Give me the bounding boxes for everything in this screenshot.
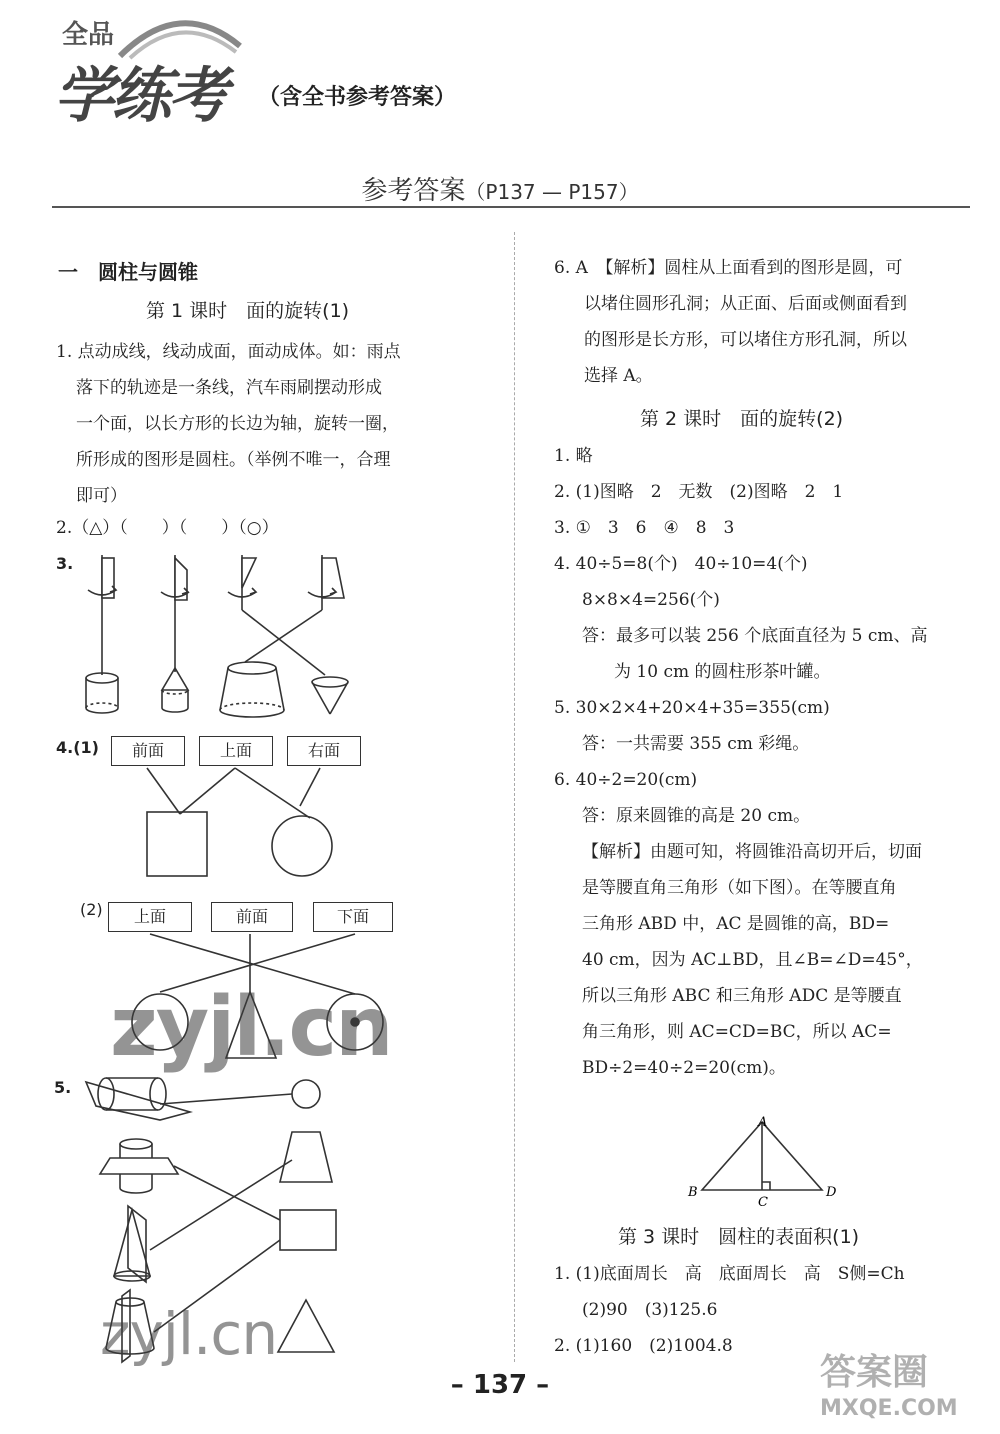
- lesson-1-heading: 第 1 课时 面的旋转(1): [146, 300, 350, 322]
- answer-line: 4. 40÷5=8(个) 40÷10=4(个): [554, 554, 808, 574]
- answer-line: 答：一共需要 355 cm 彩绳。: [582, 734, 810, 754]
- answer-line: 1. 点动成线，线动成面，面动成体。如：雨点: [56, 342, 401, 362]
- answer-line: BD÷2=40÷2=20(cm)。: [582, 1058, 786, 1078]
- answer-4-label: 4.(1): [56, 738, 99, 757]
- title-range: （P137 — P157）: [465, 180, 639, 204]
- label-top-box-2: 上面: [108, 902, 192, 932]
- answer-line: 即可）: [76, 486, 127, 506]
- answer-line: 2. (1)图略 2 无数 (2)图略 2 1: [554, 482, 844, 502]
- answer-1-block: [56, 334, 401, 514]
- label-front-box: 前面: [111, 736, 185, 766]
- answer-line: 答：最多可以装 256 个底面直径为 5 cm、高: [582, 626, 928, 646]
- vertex-label-d: D: [826, 1185, 837, 1200]
- header-divider: [52, 206, 970, 208]
- answer-line: 6. 40÷2=20(cm): [554, 770, 698, 790]
- answer-line: 6. A 【解析】圆柱从上面看到的图形是圆，可: [554, 258, 903, 278]
- label-right-box: 右面: [287, 736, 361, 766]
- label-front-box-2: 前面: [211, 902, 293, 932]
- page-number: – 137 –: [450, 1370, 550, 1400]
- logo-main-text: 学练考: [54, 61, 225, 131]
- answer-line: 的图形是长方形，可以堵住方形孔洞，所以: [584, 330, 907, 350]
- answer-line: 3. ① 3 6 ④ 8 3: [554, 518, 735, 538]
- label-top-box: 上面: [199, 736, 273, 766]
- answer-line: 所形成的图形是圆柱。（举例不唯一，合理: [76, 450, 391, 470]
- answer-5-label: 5.: [54, 1078, 72, 1097]
- answer-line: 2. (1)160 (2)1004.8: [554, 1336, 733, 1356]
- vertex-label-a: A: [758, 1115, 768, 1130]
- triangle-figure: [680, 1115, 840, 1210]
- watermark-daanquan: 答案圈: [820, 1352, 929, 1393]
- answer-line: 是等腰直角三角形（如下图）。在等腰直角: [582, 878, 897, 898]
- page-title: [0, 170, 1000, 207]
- answer-2: 2.（△）（ ）（ ）（○）: [56, 518, 279, 538]
- answer-line: 【解析】由题可知，将圆锥沿高切开后，切面: [582, 842, 922, 862]
- answer-4-2-label: (2): [80, 900, 103, 919]
- vertex-label-c: C: [758, 1195, 768, 1210]
- answer-line: 以堵住圆形孔洞；从正面、后面或侧面看到: [584, 294, 907, 314]
- answer-line: (2)90 (3)125.6: [582, 1300, 718, 1320]
- section-heading: 一 圆柱与圆锥: [58, 260, 198, 284]
- column-divider: [514, 232, 515, 1362]
- logo-subtitle: （含全书参考答案）: [258, 85, 457, 110]
- title-text: 参考答案: [361, 176, 466, 206]
- answer-line: 三角形 ABD 中，AC 是圆锥的高，BD=: [582, 914, 890, 934]
- lesson-2-heading: 第 2 课时 面的旋转(2): [640, 408, 844, 430]
- label-bottom-box-2: 下面: [313, 902, 393, 932]
- answer-line: 一个面，以长方形的长边为轴，旋转一圈，: [76, 414, 399, 434]
- answer-line: 为 10 cm 的圆柱形茶叶罐。: [614, 662, 831, 682]
- answer-line: 答：原来圆锥的高是 20 cm。: [582, 806, 811, 826]
- watermark-zyjl-2: zyjl.cn: [100, 1300, 278, 1368]
- answer-line: 所以三角形 ABC 和三角形 ADC 是等腰直: [582, 986, 902, 1006]
- views-diagram-1: [100, 766, 380, 886]
- lesson-2-answers: [554, 438, 928, 1086]
- lesson-3-heading: 第 3 课时 圆柱的表面积(1): [618, 1226, 860, 1248]
- answer-line: 40 cm，因为 AC⊥BD，且∠B=∠D=45°，: [582, 950, 923, 970]
- answer-line: 1. (1)底面周长 高 底面周长 高 S侧=Ch: [554, 1264, 905, 1284]
- answer-line: 5. 30×2×4+20×4+35=355(cm): [554, 698, 830, 718]
- answer-line: 选择 A。: [584, 366, 653, 386]
- answer-3-label: 3.: [56, 554, 74, 573]
- watermark-mxqe: MXQE.COM: [820, 1396, 958, 1421]
- answer-6-block: [554, 250, 907, 394]
- answer-line: 角三角形，则 AC=CD=BC，所以 AC=: [582, 1022, 892, 1042]
- watermark-zyjl-1: zyjl.cn: [110, 980, 392, 1075]
- vertex-label-b: B: [688, 1185, 698, 1200]
- rotation-diagram: [60, 550, 390, 720]
- logo-small-text: 全品: [62, 20, 115, 50]
- answer-line: 1. 略: [554, 446, 593, 466]
- answer-line: 8×8×4=256(个): [582, 590, 720, 610]
- answer-line: 落下的轨迹是一条线，汽车雨刷摆动形成: [76, 378, 382, 398]
